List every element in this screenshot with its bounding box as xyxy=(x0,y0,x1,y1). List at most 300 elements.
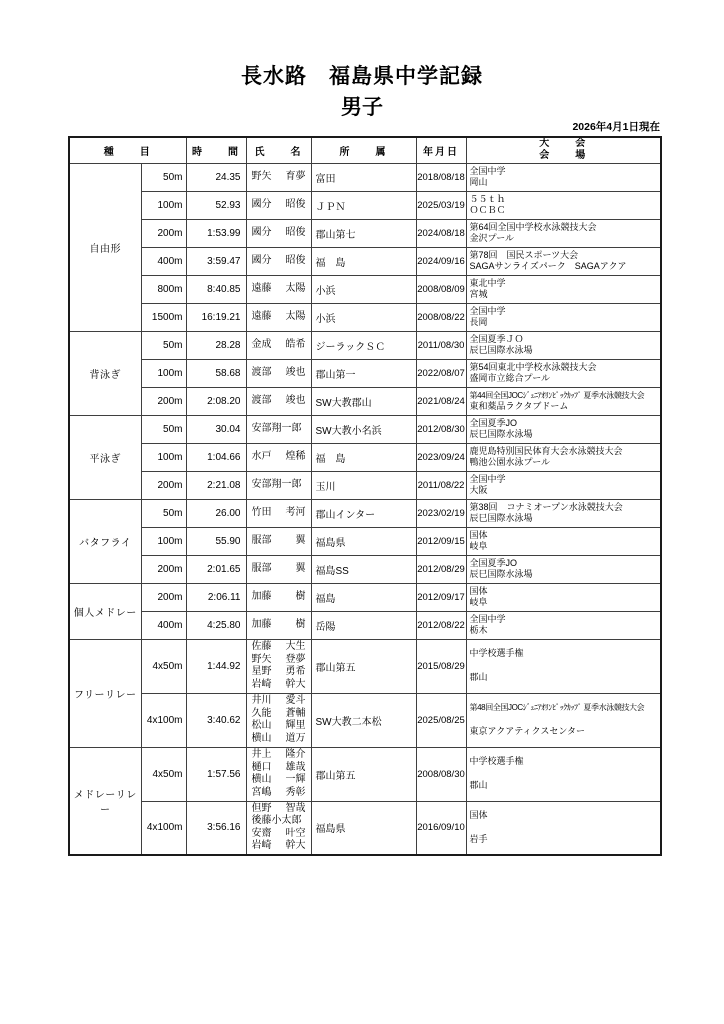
affiliation-cell: 福島SS xyxy=(311,555,416,583)
time-cell: 26.00 xyxy=(186,499,246,527)
time-cell: 2:06.11 xyxy=(186,583,246,611)
distance-cell: 50m xyxy=(141,499,186,527)
family-name: 野矢 xyxy=(251,170,272,182)
swimmer-name: 後藤小太郎 xyxy=(251,815,302,827)
name-cell xyxy=(246,583,311,611)
given-name: 輝里 xyxy=(285,720,306,731)
swimmer-name xyxy=(252,840,306,853)
distance-cell: 400m xyxy=(141,247,186,275)
distance-cell: 200m xyxy=(141,471,186,499)
meet-venue-cell xyxy=(466,275,661,303)
meet-venue-inner xyxy=(467,276,661,303)
date-cell: 2011/08/22 xyxy=(416,471,466,499)
meet-name: 国体 xyxy=(469,529,488,540)
given-name: 蒼輔 xyxy=(285,707,306,719)
record-row xyxy=(69,583,661,611)
record-row xyxy=(69,555,661,583)
family-name: 横山 xyxy=(251,732,272,744)
swimmer-name xyxy=(252,733,306,746)
meet-name: 第48回全国JOCｼﾞｭﾆｱｵﾘﾝﾋﾟｯｸｶｯﾌﾟ 夏季水泳競技大会 xyxy=(469,703,645,713)
given-name: 煌稀 xyxy=(285,450,306,462)
meet-name: 鹿児島特別国民体育大会水泳競技大会 xyxy=(469,445,623,456)
record-row xyxy=(69,303,661,331)
affiliation-cell: SW大教二本松 xyxy=(311,693,416,747)
date-cell: 2011/08/30 xyxy=(416,331,466,359)
page-title: 長水路 福島県中学記録 xyxy=(241,65,483,88)
header-row xyxy=(69,137,661,163)
header-name: 氏 名 xyxy=(246,137,311,163)
meet-venue-inner xyxy=(467,694,661,746)
meet-name: ５５ｔｈ xyxy=(469,193,506,204)
time-cell: 2:08.20 xyxy=(186,387,246,415)
affiliation-cell: 郡山第七 xyxy=(311,219,416,247)
time-cell: 1:53.99 xyxy=(186,219,246,247)
meet-venue-cell xyxy=(466,499,661,527)
date-cell: 2016/09/10 xyxy=(416,801,466,855)
meet-venue-inner xyxy=(467,360,661,387)
given-name: 皓希 xyxy=(285,338,306,350)
name-cell xyxy=(246,693,311,747)
time-cell: 2:01.65 xyxy=(186,555,246,583)
distance-cell: 50m xyxy=(141,163,186,191)
name-cell xyxy=(246,499,311,527)
page-subtitle: 男子 xyxy=(341,96,383,119)
swimmer-name xyxy=(252,720,306,733)
meet-venue-cell xyxy=(466,191,661,219)
distance-cell: 100m xyxy=(141,443,186,471)
record-row xyxy=(69,415,661,443)
family-name: 野矢 xyxy=(251,653,272,665)
meet-name: 第78回 国民スポーツ大会 xyxy=(469,249,579,260)
meet-venue-inner xyxy=(467,640,661,692)
affiliation-cell: 福島県 xyxy=(311,527,416,555)
event-category-cell: メドレーリレー xyxy=(69,747,141,855)
swimmer-name xyxy=(252,311,306,324)
given-name: 道万 xyxy=(285,732,306,744)
time-cell: 52.93 xyxy=(186,191,246,219)
given-name: 竣也 xyxy=(285,394,306,406)
record-row xyxy=(69,443,661,471)
record-row xyxy=(69,639,661,693)
time-cell: 8:40.85 xyxy=(186,275,246,303)
venue-name: 辰巳国際水泳場 xyxy=(469,569,533,579)
swimmer-name xyxy=(252,171,306,184)
venue-name: 鴨池公園水泳プール xyxy=(469,457,551,467)
family-name: 水戸 xyxy=(251,450,272,462)
date-cell: 2024/09/16 xyxy=(416,247,466,275)
distance-cell: 200m xyxy=(141,555,186,583)
venue-name: 郡山 xyxy=(469,780,488,791)
name-cell xyxy=(246,801,311,855)
given-name: 翼 xyxy=(295,534,306,546)
given-name: 愛斗 xyxy=(285,695,306,706)
meet-venue-cell xyxy=(466,801,661,855)
time-cell: 24.35 xyxy=(186,163,246,191)
given-name: 太陽 xyxy=(285,310,306,322)
event-category-cell: 自由形 xyxy=(69,163,141,331)
header-event: 種 目 xyxy=(69,137,186,163)
given-name: 幹大 xyxy=(285,840,306,852)
venue-name: 東京アクアティクスセンター xyxy=(469,726,586,737)
event-category-cell: 平泳ぎ xyxy=(69,415,141,499)
header-affiliation: 所 属 xyxy=(311,137,416,163)
date-cell: 2025/08/25 xyxy=(416,693,466,747)
family-name: 佐藤 xyxy=(251,641,272,652)
as-of-date: 2026年4月1日現在 xyxy=(572,121,660,133)
date-cell: 2018/08/18 xyxy=(416,163,466,191)
swimmer-name xyxy=(252,695,306,708)
family-name: 安齋 xyxy=(251,827,272,839)
date-cell: 2023/09/24 xyxy=(416,443,466,471)
event-category-cell: フリーリレー xyxy=(69,639,141,747)
swimmer-name: 安部翔一郎 xyxy=(251,422,302,434)
name-cell xyxy=(246,527,311,555)
meet-venue-inner xyxy=(467,332,661,359)
record-row xyxy=(69,471,661,499)
header-meet-venue xyxy=(466,137,661,163)
swimmer-name xyxy=(252,367,306,380)
swimmer-name xyxy=(252,199,306,212)
header-date: 年月日 xyxy=(416,137,466,163)
venue-name: ＯＣＢＣ xyxy=(469,205,506,215)
swimmer-name xyxy=(252,762,306,775)
name-cell xyxy=(246,247,311,275)
name-cell xyxy=(246,359,311,387)
meet-venue-cell xyxy=(466,583,661,611)
given-name: 翼 xyxy=(295,562,306,574)
distance-cell: 1500m xyxy=(141,303,186,331)
given-name: 太陽 xyxy=(285,282,306,294)
venue-name: 郡山 xyxy=(469,672,488,683)
distance-cell: 100m xyxy=(141,191,186,219)
family-name: 久能 xyxy=(251,707,272,719)
venue-name: SAGAサンライズパーク SAGAアクア xyxy=(469,261,627,271)
swimmer-name xyxy=(252,679,306,692)
distance-cell: 100m xyxy=(141,527,186,555)
swimmer-name xyxy=(252,507,306,520)
swimmer-name xyxy=(252,787,306,800)
given-name: 幹大 xyxy=(285,678,306,690)
record-row xyxy=(69,163,661,191)
venue-name: 栃木 xyxy=(469,625,488,635)
time-cell: 1:04.66 xyxy=(186,443,246,471)
family-name: 但野 xyxy=(251,802,272,814)
record-row xyxy=(69,693,661,747)
meet-venue-cell xyxy=(466,163,661,191)
swimmer-name xyxy=(252,708,306,721)
family-name: 金成 xyxy=(251,338,272,350)
date-cell: 2012/08/30 xyxy=(416,415,466,443)
affiliation-cell: 富田 xyxy=(311,163,416,191)
swimmer-name xyxy=(252,666,306,679)
record-row xyxy=(69,247,661,275)
name-cell xyxy=(246,639,311,693)
swimmer-name xyxy=(252,227,306,240)
given-name: 樹 xyxy=(295,618,306,630)
meet-name: 全国中学 xyxy=(469,305,506,316)
time-cell: 58.68 xyxy=(186,359,246,387)
meet-venue-inner xyxy=(467,472,661,499)
meet-venue-cell xyxy=(466,693,661,747)
name-cell xyxy=(246,415,311,443)
meet-name: 東北中学 xyxy=(469,277,506,288)
meet-name: 第64回全国中学校水泳競技大会 xyxy=(469,221,597,232)
distance-cell: 4x50m xyxy=(141,747,186,801)
name-cell xyxy=(246,471,311,499)
family-name: 加藤 xyxy=(251,590,272,602)
meet-venue-cell xyxy=(466,359,661,387)
meet-venue-inner xyxy=(467,802,661,854)
header-venue: 会 場 xyxy=(539,150,588,162)
name-cell xyxy=(246,275,311,303)
given-name: 隆介 xyxy=(285,749,306,760)
date-cell: 2025/03/19 xyxy=(416,191,466,219)
family-name: 井川 xyxy=(251,695,272,706)
swimmer-name xyxy=(252,283,306,296)
meet-venue-inner xyxy=(467,248,661,275)
meet-name: 第44回全国JOCｼﾞｭﾆｱｵﾘﾝﾋﾟｯｸｶｯﾌﾟ 夏季水泳競技大会 xyxy=(469,390,645,400)
meet-venue-inner xyxy=(467,748,661,800)
swimmer-name xyxy=(252,535,306,548)
swimmer-name xyxy=(252,654,306,667)
meet-venue-inner xyxy=(467,528,661,555)
affiliation-cell: 郡山第五 xyxy=(311,639,416,693)
swimmer-name xyxy=(252,451,306,464)
time-cell: 3:59.47 xyxy=(186,247,246,275)
header-meet: 大 会 xyxy=(539,138,588,150)
venue-name: 岐阜 xyxy=(469,597,488,607)
meet-name: 全国夏季JO xyxy=(469,557,518,568)
family-name: 國分 xyxy=(251,198,272,210)
meet-venue-cell xyxy=(466,747,661,801)
given-name: 昭俊 xyxy=(285,198,306,210)
affiliation-cell: ジーラックＳＣ xyxy=(311,331,416,359)
distance-cell: 50m xyxy=(141,415,186,443)
meet-venue-cell xyxy=(466,611,661,639)
meet-venue-cell xyxy=(466,247,661,275)
time-cell: 30.04 xyxy=(186,415,246,443)
swimmer-name xyxy=(252,619,306,632)
given-name: 秀彰 xyxy=(285,786,306,798)
record-row xyxy=(69,219,661,247)
name-cell xyxy=(246,163,311,191)
family-name: 加藤 xyxy=(251,618,272,630)
meet-name: 全国夏季JO xyxy=(469,417,518,428)
date-cell: 2012/09/17 xyxy=(416,583,466,611)
venue-name: 金沢プール xyxy=(469,233,515,243)
given-name: 育夢 xyxy=(285,170,306,182)
meet-venue-cell xyxy=(466,219,661,247)
meet-venue-cell xyxy=(466,443,661,471)
family-name: 岩崎 xyxy=(251,840,272,852)
record-row xyxy=(69,191,661,219)
records-table xyxy=(68,136,662,856)
record-row xyxy=(69,331,661,359)
date-cell: 2023/02/19 xyxy=(416,499,466,527)
given-name: 叶空 xyxy=(285,827,306,839)
family-name: 松山 xyxy=(251,720,272,731)
record-row xyxy=(69,747,661,801)
time-cell: 1:57.56 xyxy=(186,747,246,801)
distance-cell: 4x100m xyxy=(141,801,186,855)
family-name: 樋口 xyxy=(251,761,272,773)
distance-cell: 200m xyxy=(141,219,186,247)
distance-cell: 800m xyxy=(141,275,186,303)
given-name: 考河 xyxy=(285,506,306,518)
meet-venue-cell xyxy=(466,639,661,693)
meet-venue-cell xyxy=(466,303,661,331)
family-name: 遠藤 xyxy=(251,310,272,322)
record-row xyxy=(69,611,661,639)
meet-venue-inner xyxy=(467,388,661,415)
family-name: 服部 xyxy=(251,562,272,574)
meet-venue-cell xyxy=(466,331,661,359)
record-row xyxy=(69,527,661,555)
distance-cell: 200m xyxy=(141,387,186,415)
record-row xyxy=(69,359,661,387)
meet-venue-cell xyxy=(466,527,661,555)
affiliation-cell: 郡山第五 xyxy=(311,747,416,801)
swimmer-name xyxy=(252,828,306,841)
meet-name: 全国中学 xyxy=(469,473,506,484)
family-name: 服部 xyxy=(251,534,272,546)
given-name: 智哉 xyxy=(285,802,306,814)
swimmer-name xyxy=(252,591,306,604)
venue-name: 大阪 xyxy=(469,485,488,495)
given-name: 昭俊 xyxy=(285,254,306,266)
affiliation-cell: 小浜 xyxy=(311,303,416,331)
name-cell xyxy=(246,303,311,331)
meet-venue-cell xyxy=(466,555,661,583)
swimmer-name xyxy=(252,255,306,268)
meet-venue-inner xyxy=(467,444,661,471)
family-name: 竹田 xyxy=(251,506,272,518)
venue-name: 長岡 xyxy=(469,317,488,327)
given-name: 雄哉 xyxy=(285,761,306,773)
meet-venue-inner xyxy=(467,556,661,583)
event-category-cell: 個人メドレー xyxy=(69,583,141,639)
name-cell xyxy=(246,611,311,639)
time-cell: 4:25.80 xyxy=(186,611,246,639)
given-name: 昭俊 xyxy=(285,226,306,238)
family-name: 國分 xyxy=(251,254,272,266)
event-category-cell: 背泳ぎ xyxy=(69,331,141,415)
venue-name: 岩手 xyxy=(469,834,488,844)
swimmer-name xyxy=(252,395,306,408)
header-time: 時 間 xyxy=(186,137,246,163)
swimmer-name xyxy=(252,803,306,816)
date-cell: 2024/08/18 xyxy=(416,219,466,247)
venue-name: 岐阜 xyxy=(469,541,488,551)
venue-name: 宮城 xyxy=(469,289,488,299)
given-name: 登夢 xyxy=(285,653,306,665)
meet-venue-inner xyxy=(467,612,661,639)
affiliation-cell: 福島 xyxy=(311,583,416,611)
meet-venue-cell xyxy=(466,387,661,415)
given-name: 大生 xyxy=(285,641,306,652)
swimmer-name xyxy=(252,749,306,762)
date-cell: 2015/08/29 xyxy=(416,639,466,693)
affiliation-cell: 岳陽 xyxy=(311,611,416,639)
distance-cell: 4x100m xyxy=(141,693,186,747)
date-cell: 2012/08/22 xyxy=(416,611,466,639)
meet-venue-inner xyxy=(467,192,661,219)
given-name: 竣也 xyxy=(285,366,306,378)
meet-venue-inner xyxy=(467,500,661,527)
meet-name: 国体 xyxy=(469,810,488,820)
family-name: 宮嶋 xyxy=(251,786,272,798)
family-name: 岩崎 xyxy=(251,678,272,690)
venue-name: 岡山 xyxy=(469,177,488,187)
time-cell: 28.28 xyxy=(186,331,246,359)
given-name: 樹 xyxy=(295,590,306,602)
record-row xyxy=(69,499,661,527)
meet-name: 全国中学 xyxy=(469,165,506,176)
date-cell: 2008/08/09 xyxy=(416,275,466,303)
meet-venue-inner xyxy=(467,304,661,331)
family-name: 國分 xyxy=(251,226,272,238)
date-cell: 2008/08/30 xyxy=(416,747,466,801)
date-cell: 2012/08/29 xyxy=(416,555,466,583)
time-cell: 2:21.08 xyxy=(186,471,246,499)
name-cell xyxy=(246,219,311,247)
family-name: 横山 xyxy=(251,774,272,785)
event-category-cell: バタフライ xyxy=(69,499,141,583)
venue-name: 盛岡市立総合プール xyxy=(469,373,551,383)
date-cell: 2008/08/22 xyxy=(416,303,466,331)
meet-venue-inner xyxy=(467,584,661,611)
family-name: 遠藤 xyxy=(251,282,272,294)
meet-name: 第54回東北中学校水泳競技大会 xyxy=(469,361,597,372)
swimmer-name: 安部翔一郎 xyxy=(251,478,302,490)
affiliation-cell: 福島県 xyxy=(311,801,416,855)
family-name: 渡部 xyxy=(251,366,272,378)
affiliation-cell: SW大教郡山 xyxy=(311,387,416,415)
meet-name: 中学校選手権 xyxy=(469,648,524,659)
venue-name: 東和薬品ラクタブドーム xyxy=(469,401,569,411)
affiliation-cell: SW大教小名浜 xyxy=(311,415,416,443)
record-row xyxy=(69,387,661,415)
record-row xyxy=(69,801,661,855)
name-cell xyxy=(246,747,311,801)
distance-cell: 4x50m xyxy=(141,639,186,693)
affiliation-cell: 玉川 xyxy=(311,471,416,499)
affiliation-cell: 郡山第一 xyxy=(311,359,416,387)
time-cell: 1:44.92 xyxy=(186,639,246,693)
given-name: 勇希 xyxy=(285,666,306,677)
swimmer-name xyxy=(252,563,306,576)
venue-name: 辰巳国際水泳場 xyxy=(469,513,533,523)
name-cell xyxy=(246,555,311,583)
date-cell: 2012/09/15 xyxy=(416,527,466,555)
family-name: 星野 xyxy=(251,666,272,677)
family-name: 井上 xyxy=(251,749,272,760)
meet-name: 全国中学 xyxy=(469,613,506,624)
date-cell: 2021/08/24 xyxy=(416,387,466,415)
affiliation-cell: 福 島 xyxy=(311,443,416,471)
affiliation-cell: 郡山インター xyxy=(311,499,416,527)
record-row xyxy=(69,275,661,303)
name-cell xyxy=(246,443,311,471)
given-name: 一輝 xyxy=(285,774,306,785)
distance-cell: 400m xyxy=(141,611,186,639)
meet-venue-inner xyxy=(467,164,661,191)
meet-name: 国体 xyxy=(469,585,488,596)
time-cell: 3:40.62 xyxy=(186,693,246,747)
meet-venue-inner xyxy=(467,416,661,443)
name-cell xyxy=(246,331,311,359)
name-cell xyxy=(246,191,311,219)
